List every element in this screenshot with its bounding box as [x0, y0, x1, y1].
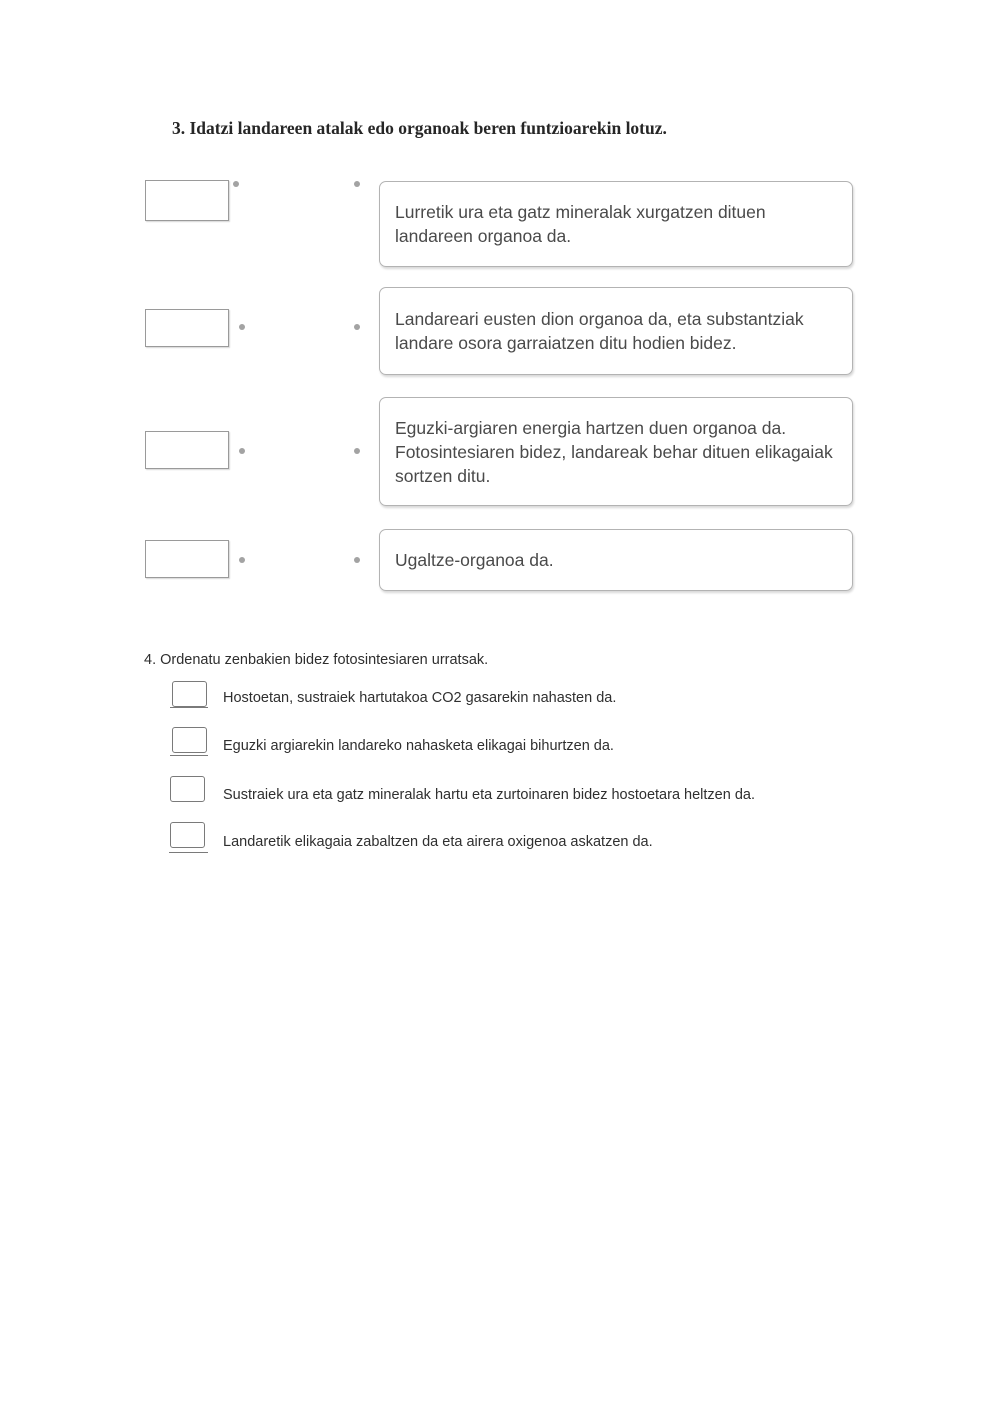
definition-text-3: Eguzki-argiaren energia hartzen duen organoa da. Fotosintesiaren bidez, landareak behar dituen elikagaiak sortzen ditu.	[395, 417, 833, 486]
definition-text-1: Lurretik ura eta gatz mineralak xurgatzen dituen landareen organoa da.	[395, 202, 766, 246]
step-order-underline-2	[170, 755, 208, 756]
right-connector-dot-2[interactable]	[354, 324, 360, 330]
definition-card-4	[379, 529, 853, 591]
definition-card-1	[379, 181, 853, 267]
left-connector-dot-2[interactable]	[239, 324, 245, 330]
step-text-2: Eguzki argiarekin landareko nahasketa elikagai bihurtzen da.	[223, 738, 614, 754]
definition-text-2: Landareari eusten dion organoa da, eta substantziak landare osora garraiatzen ditu hodien bidez.	[395, 309, 804, 353]
answer-box-1[interactable]	[145, 180, 229, 221]
step-text-3: Sustraiek ura eta gatz mineralak hartu eta zurtoinaren bidez hostoetara heltzen da.	[223, 787, 755, 803]
definition-card-2	[379, 287, 853, 375]
step-order-underline-1	[170, 707, 208, 708]
step-order-box-1[interactable]	[172, 681, 207, 707]
step-order-box-4[interactable]	[170, 822, 205, 848]
step-text-4: Landaretik elikagaia zabaltzen da eta airera oxigenoa askatzen da.	[223, 834, 653, 850]
left-connector-dot-3[interactable]	[239, 448, 245, 454]
answer-box-4[interactable]	[145, 540, 229, 578]
step-order-box-2[interactable]	[172, 727, 207, 753]
left-connector-dot-4[interactable]	[239, 557, 245, 563]
answer-box-2[interactable]	[145, 309, 229, 347]
right-connector-dot-3[interactable]	[354, 448, 360, 454]
right-connector-dot-4[interactable]	[354, 557, 360, 563]
left-connector-dot-1[interactable]	[233, 181, 239, 187]
answer-box-3[interactable]	[145, 431, 229, 469]
right-connector-dot-1[interactable]	[354, 181, 360, 187]
step-text-1: Hostoetan, sustraiek hartutakoa CO2 gasarekin nahasten da.	[223, 690, 617, 706]
exercise-3-title: 3. Idatzi landareen atalak edo organoak beren funtzioarekin lotuz.	[172, 118, 667, 138]
step-order-box-3[interactable]	[170, 776, 205, 802]
step-order-underline-4	[169, 852, 208, 853]
definition-text-4: Ugaltze-organoa da.	[395, 550, 554, 570]
definition-card-3	[379, 397, 853, 506]
exercise-4-title: 4. Ordenatu zenbakien bidez fotosintesiaren urratsak.	[144, 652, 489, 668]
